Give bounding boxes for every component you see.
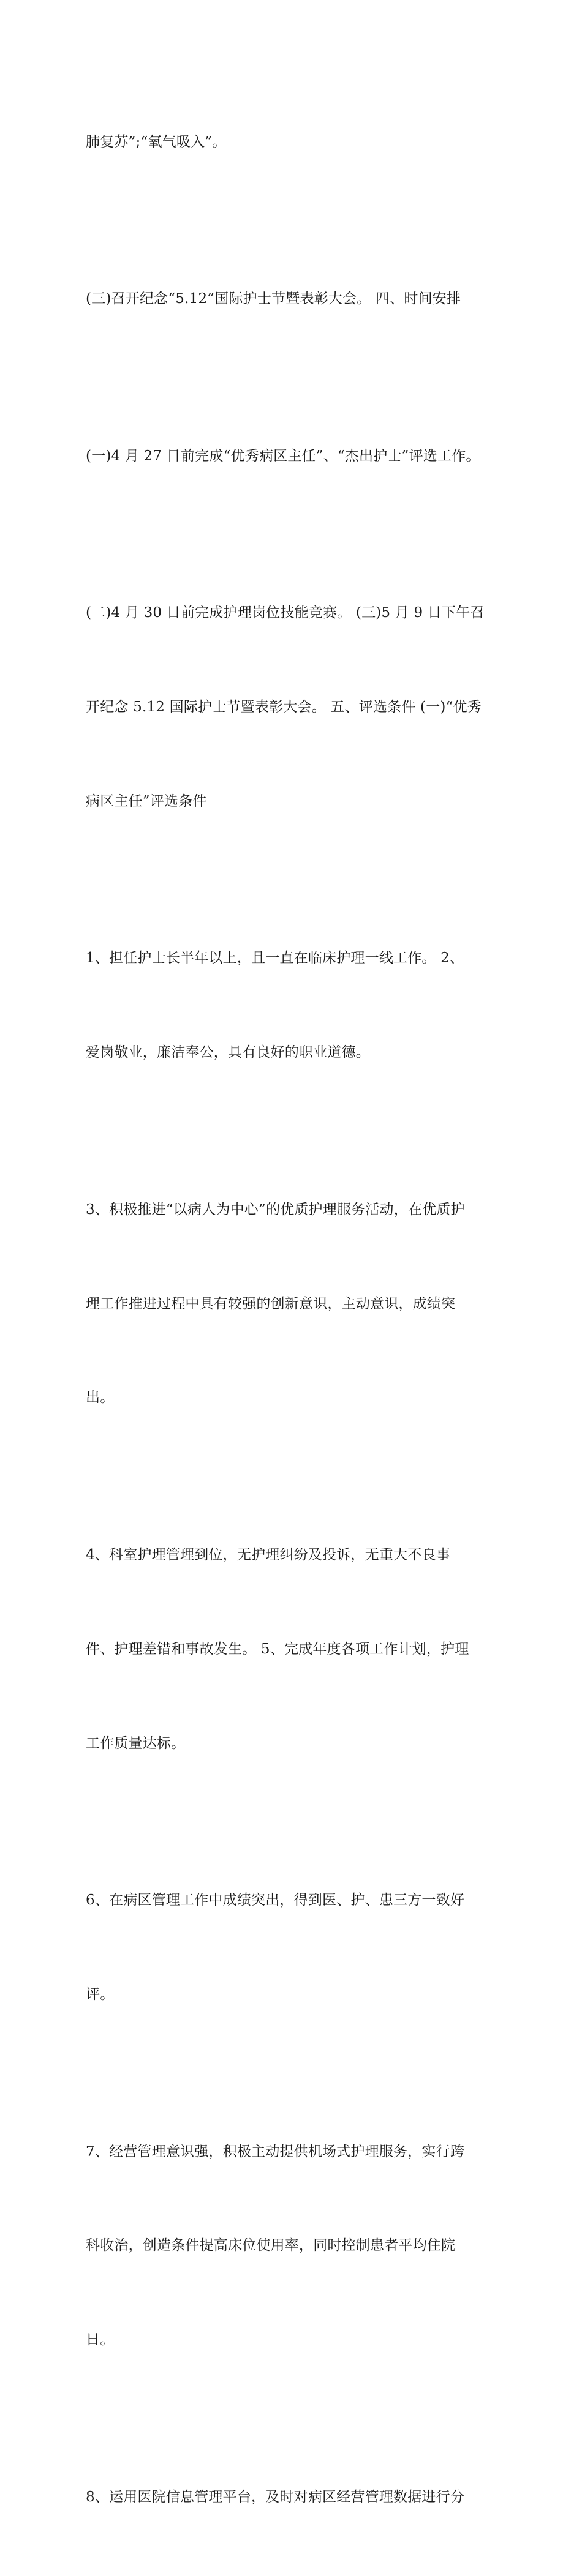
text-line: 爱岗敬业，廉洁奉公，具有良好的职业道德。 — [86, 1044, 370, 1061]
text-line: 日。 — [86, 2332, 115, 2348]
text-line: (二)4 月 30 日前完成护理岗位技能竞赛。 (三)5 月 9 日下午召 — [86, 605, 485, 621]
text-line: 件、护理差错和事故发生。 5、完成年度各项工作计划，护理 — [86, 1641, 469, 1657]
text-line: 开纪念 5.12 国际护士节暨表彰大会。 五、评选条件 (一)“优秀 — [86, 698, 482, 715]
text-line: 6、在病区管理工作中成绩突出，得到医、护、患三方一致好 — [86, 1892, 465, 1909]
text-line: 7、经营管理意识强，积极主动提供机场式护理服务，实行跨 — [86, 2143, 465, 2160]
text-line: 4、科室护理管理到位，无护理纠纷及投诉，无重大不良事 — [86, 1546, 450, 1563]
paragraph-cpr-oxygen — [86, 64, 502, 220]
text-line: 3、积极推进“以病人为中心”的优质护理服务活动，在优质护 — [86, 1201, 465, 1218]
paragraph-celebration-and-schedule — [86, 220, 502, 377]
paragraph-criteria-4-5 — [86, 1477, 502, 1822]
text-line: 理工作推进过程中具有较强的创新意识，主动意识，成绩突 — [86, 1295, 456, 1312]
paragraph-schedule-1 — [86, 378, 502, 534]
text-line: 评。 — [86, 1986, 115, 2003]
text-line: 肺复苏”;“氧气吸入”。 — [86, 133, 227, 150]
text-line: (三)召开纪念“5.12”国际护士节暨表彰大会。 四、时间安排 — [86, 291, 461, 307]
paragraph-criteria-1-2 — [86, 880, 502, 1131]
text-line: (一)4 月 27 日前完成“优秀病区主任”、“杰出护士”评选工作。 — [86, 447, 480, 464]
paragraph-criteria-7 — [86, 2073, 502, 2419]
text-line: 工作质量达标。 — [86, 1735, 186, 1751]
paragraph-criteria-3 — [86, 1131, 502, 1477]
text-line: 科收治，创造条件提高床位使用率，同时控制患者平均住院 — [86, 2237, 456, 2254]
paragraph-schedule-2-3-and-criteria-heading — [86, 534, 502, 880]
document-body — [86, 64, 502, 2576]
text-line: 出。 — [86, 1390, 115, 1406]
text-line: 8、运用医院信息管理平台，及时对病区经营管理数据进行分 — [86, 2488, 465, 2505]
paragraph-criteria-6 — [86, 1822, 502, 2073]
text-line: 1、担任护士长半年以上，且一直在临床护理一线工作。 2、 — [86, 950, 464, 967]
text-line: 病区主任”评选条件 — [86, 793, 207, 809]
paragraph-criteria-8 — [86, 2419, 502, 2575]
